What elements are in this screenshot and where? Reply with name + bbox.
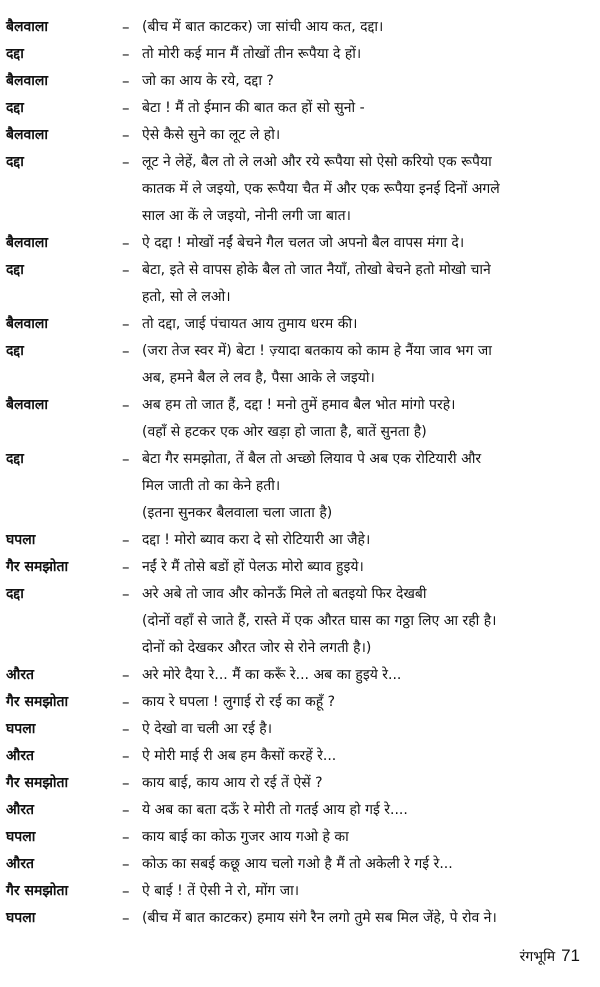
dash-separator: – xyxy=(122,342,130,360)
speech-line: ये अब का बता दऊँ रे मोरी तो गतई आय हो गई रे.... xyxy=(142,802,408,818)
dash-separator: – xyxy=(122,99,130,117)
speech-line: (बीच में बात काटकर) हमाय संगे रैन लगो तुमे सब मिल जेंहे, पे रोव ने। xyxy=(142,910,497,926)
speech-line: तो दद्दा, जाई पंचायत आय तुमाय धरम की। xyxy=(142,316,358,332)
speaker-name: घपला xyxy=(6,721,36,737)
speaker-name: बैलवाला xyxy=(6,316,49,332)
dash-separator: – xyxy=(122,558,130,576)
dialogue-row xyxy=(6,68,594,95)
speaker-name: दद्दा xyxy=(6,586,24,602)
speech-body xyxy=(142,716,594,743)
speech-line: अब हम तो जात हैं, दद्दा ! मनो तुमें हमाव बैल भोत मांगो परहे। xyxy=(142,397,456,413)
speech-body xyxy=(142,905,594,932)
speech-line: कोऊ का सबई कछू आय चलो गओ है मैं तो अकेली रे गई रे... xyxy=(142,856,453,872)
speech-line: ऐसे कैसे सुने का लूट ले हो। xyxy=(142,127,281,143)
speech-body xyxy=(142,95,594,122)
dialogue-row xyxy=(6,824,594,851)
dash-separator: – xyxy=(122,909,130,927)
dialogue-row xyxy=(6,770,594,797)
dialogue-row xyxy=(6,743,594,770)
speech-line: अरे मोरे दैया रे... मैं का करूँ रे... अब का हुइये रे... xyxy=(142,667,402,683)
speech-body xyxy=(142,689,594,716)
dialogue-row xyxy=(6,581,594,662)
dash-separator: – xyxy=(122,882,130,900)
speaker-name: दद्दा xyxy=(6,46,24,62)
speaker-name: औरत xyxy=(6,856,35,872)
speaker-name: गैर समझोता xyxy=(6,883,69,899)
speaker-name: बैलवाला xyxy=(6,235,49,251)
speech-line: लूट ने लेहें, बैल तो ले लओ और रये रूपैया सो ऐसो करियो एक रूपैया xyxy=(142,154,492,170)
dash-separator: – xyxy=(122,315,130,333)
dialogue-row xyxy=(6,716,594,743)
speech-body xyxy=(142,257,594,311)
speech-body xyxy=(142,149,594,230)
speech-body xyxy=(142,392,594,446)
speaker-name: औरत xyxy=(6,802,35,818)
dialogue-row xyxy=(6,230,594,257)
speech-line: ऐ देखो वा चली आ रई है। xyxy=(142,721,273,737)
speech-body xyxy=(142,851,594,878)
speech-body xyxy=(142,797,594,824)
speaker-name: दद्दा xyxy=(6,451,24,467)
dash-separator: – xyxy=(122,693,130,711)
speaker-name: घपला xyxy=(6,910,36,926)
dialogue-row xyxy=(6,554,594,581)
speech-body xyxy=(142,338,594,392)
speech-body xyxy=(142,230,594,257)
speech-line: तो मोरी कई मान मैं तोखों तीन रूपैया दे हों। xyxy=(142,46,362,62)
speech-body xyxy=(142,824,594,851)
dash-separator: – xyxy=(122,720,130,738)
speech-line: जो का आय के रये, दद्दा ? xyxy=(142,73,274,89)
dash-separator: – xyxy=(122,396,130,414)
dialogue-row xyxy=(6,797,594,824)
dash-separator: – xyxy=(122,828,130,846)
dialogue-row xyxy=(6,122,594,149)
dash-separator: – xyxy=(122,450,130,468)
dialogue-row xyxy=(6,527,594,554)
speech-body xyxy=(142,68,594,95)
speech-line: ऐ मोरी माई री अब हम कैसों करहें रे... xyxy=(142,748,337,764)
speech-body xyxy=(142,41,594,68)
stage-direction: दोनों को देखकर औरत जोर से रोने लगती है।) xyxy=(142,640,372,656)
speaker-name: औरत xyxy=(6,748,35,764)
speech-line: अब, हमने बैल ले लव है, पैसा आके ले जइयो। xyxy=(142,370,375,386)
speech-body xyxy=(142,581,594,662)
stage-direction: (वहाँ से हटकर एक ओर खड़ा हो जाता है, बातें सुनता है) xyxy=(142,424,427,440)
speech-line: काय रे घपला ! लुगाई रो रई का कहूँ ? xyxy=(142,694,336,710)
speech-line: बेटा, इते से वापस होके बैल तो जात नैयाँ, तोखो बेचने हतो मोखो चाने xyxy=(142,262,491,278)
speech-body xyxy=(142,311,594,338)
speaker-name: बैलवाला xyxy=(6,397,49,413)
dialogue-row xyxy=(6,14,594,41)
speech-body xyxy=(142,878,594,905)
dialogue-row xyxy=(6,689,594,716)
speaker-name: दद्दा xyxy=(6,343,24,359)
dash-separator: – xyxy=(122,72,130,90)
dialogue-row xyxy=(6,338,594,392)
dash-separator: – xyxy=(122,126,130,144)
speech-body xyxy=(142,14,594,41)
speech-line: अरे अबे तो जाव और कोनऊँ मिले तो बतइयो फिर देखबी xyxy=(142,586,427,602)
stage-direction: (दोनों वहाँ से जाते हैं, रास्ते में एक औरत घास का गठ्ठा लिए आ रही है। xyxy=(142,613,497,629)
dash-separator: – xyxy=(122,18,130,36)
dash-separator: – xyxy=(122,666,130,684)
speaker-name: बैलवाला xyxy=(6,73,49,89)
dash-separator: – xyxy=(122,45,130,63)
speaker-name: बैलवाला xyxy=(6,19,49,35)
dash-separator: – xyxy=(122,774,130,792)
dash-separator: – xyxy=(122,261,130,279)
dialogue-row xyxy=(6,311,594,338)
dash-separator: – xyxy=(122,801,130,819)
speech-body xyxy=(142,527,594,554)
dialogue-row xyxy=(6,392,594,446)
speaker-name: गैर समझोता xyxy=(6,775,69,791)
speech-line: दद्दा ! मोरो ब्याव करा दे सो रोटियारी आ जैहे। xyxy=(142,532,371,548)
speech-body xyxy=(142,770,594,797)
speech-line: बेटा गैर समझोता, तें बैल तो अच्छो लियाव पे अब एक रोटियारी और xyxy=(142,451,482,467)
speech-line: (जरा तेज स्वर में) बेटा ! ज़्यादा बतकाय को काम हे नैंया जाव भग जा xyxy=(142,343,492,359)
speech-line: ऐ दद्दा ! मोखों नईं बेचने गैल चलत जो अपनो बैल वापस मंगा दे। xyxy=(142,235,465,251)
speaker-name: दद्दा xyxy=(6,262,24,278)
dash-separator: – xyxy=(122,153,130,171)
speaker-name: दद्दा xyxy=(6,154,24,170)
dialogue-row xyxy=(6,851,594,878)
play-dialogue xyxy=(6,14,594,932)
speech-line: काय बाई, काय आय रो रई तें ऐसें ? xyxy=(142,775,323,791)
dialogue-row xyxy=(6,446,594,527)
speech-line: मिल जाती तो का केने हती। xyxy=(142,478,281,494)
dialogue-row xyxy=(6,257,594,311)
stage-direction: (इतना सुनकर बैलवाला चला जाता है) xyxy=(142,505,333,521)
page-footer xyxy=(520,946,580,967)
speech-line: बेटा ! मैं तो ईमान की बात कत हों सो सुनो - xyxy=(142,100,365,116)
speaker-name: औरत xyxy=(6,667,35,683)
dialogue-row xyxy=(6,149,594,230)
speech-body xyxy=(142,554,594,581)
book-title: रंगभूमि xyxy=(519,949,556,965)
speaker-name: दद्दा xyxy=(6,100,24,116)
speech-line: ऐ बाई ! तें ऐसी ने रो, मोंग जा। xyxy=(142,883,300,899)
speech-line: नईं रे मैं तोसे बडों हों पेलऊ मोरो ब्याव हुइये। xyxy=(142,559,364,575)
speech-body xyxy=(142,122,594,149)
page-number: 71 xyxy=(561,946,580,965)
speech-line: (बीच में बात काटकर) जा सांची आय कत, दद्दा। xyxy=(142,19,384,35)
speech-line: हतो, सो ले लओ। xyxy=(142,289,231,305)
speech-line: कातक में ले जइयो, एक रूपैया चैत में और एक रूपैया इनई दिनों अगले xyxy=(142,181,500,197)
speech-line: साल आ कें ले जइयो, नोनी लगी जा बात। xyxy=(142,208,351,224)
dialogue-row xyxy=(6,878,594,905)
speech-body xyxy=(142,743,594,770)
dash-separator: – xyxy=(122,585,130,603)
dialogue-row xyxy=(6,905,594,932)
dash-separator: – xyxy=(122,747,130,765)
speaker-name: बैलवाला xyxy=(6,127,49,143)
dialogue-row xyxy=(6,41,594,68)
dialogue-row xyxy=(6,662,594,689)
speaker-name: घपला xyxy=(6,532,36,548)
speech-line: काय बाई का कोऊ गुजर आय गओ हे का xyxy=(142,829,349,845)
speech-body xyxy=(142,446,594,527)
dash-separator: – xyxy=(122,531,130,549)
speech-body xyxy=(142,662,594,689)
dash-separator: – xyxy=(122,855,130,873)
speaker-name: घपला xyxy=(6,829,36,845)
speaker-name: गैर समझोता xyxy=(6,559,69,575)
dialogue-row xyxy=(6,95,594,122)
dash-separator: – xyxy=(122,234,130,252)
speaker-name: गैर समझोता xyxy=(6,694,69,710)
